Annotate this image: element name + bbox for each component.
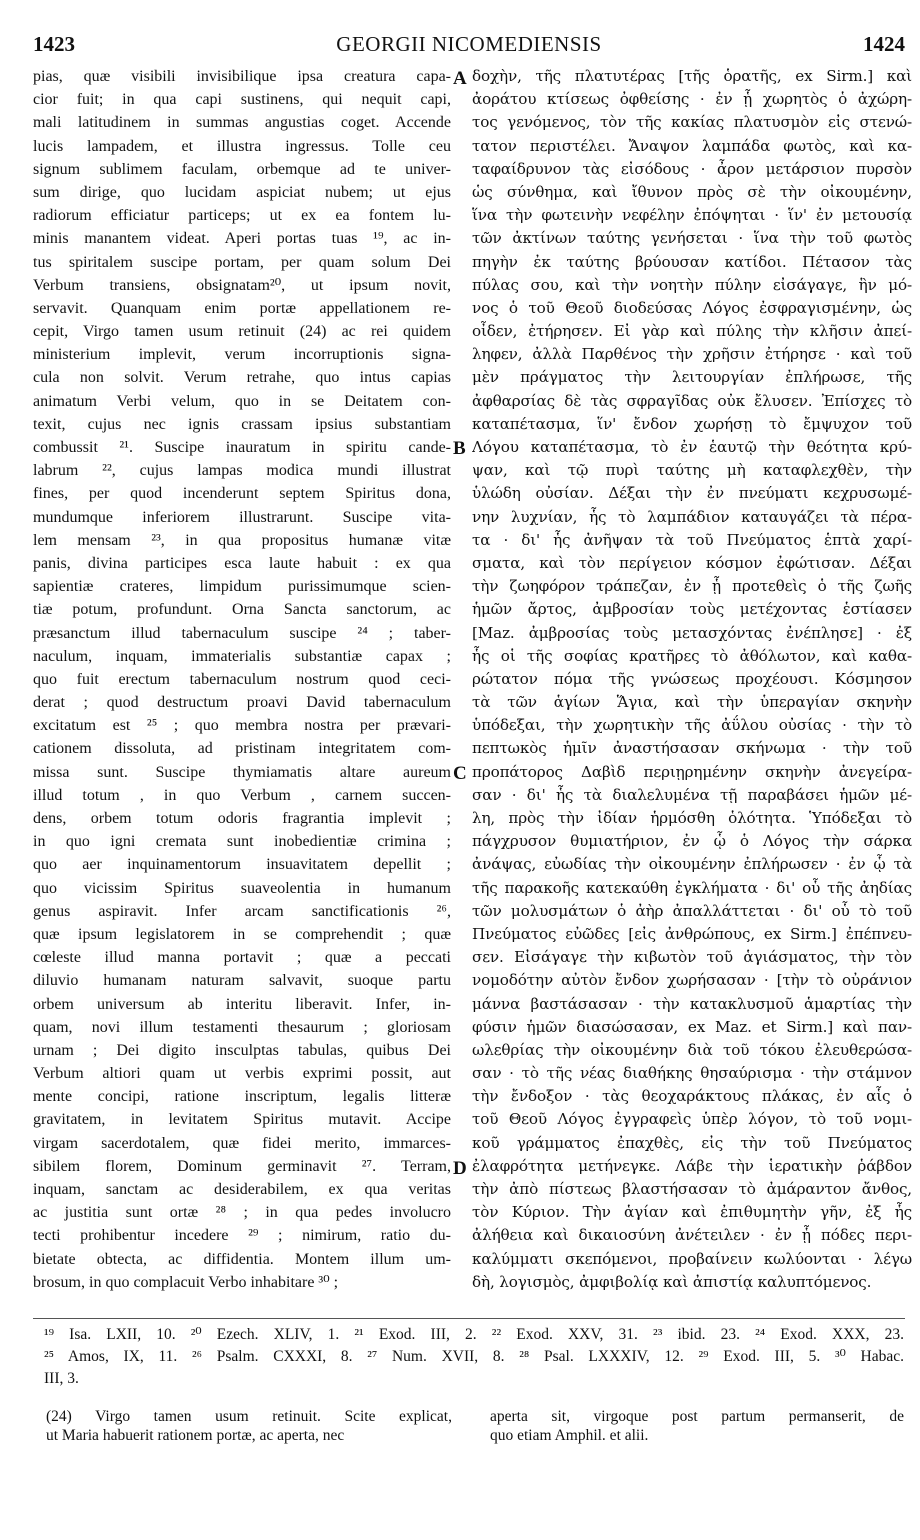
- scripture-reference-line: ²⁵ Amos, IX, 11. ²⁶ Psalm. CXXXI, 8. ²⁷ Num. XVII, 8. ²⁸ Psal. LXXXIV, 12. ²⁹ Exod. III, 5. ³⁰ Habac.: [44, 1348, 904, 1365]
- commentary-line: quo etiam Amphil. et alii.: [490, 1427, 649, 1444]
- greek-text-line: Λόγου καταπέτασμα, τὸ ἐν ἑαυτῷ τὴν θεότητα κρύ-: [472, 438, 912, 456]
- latin-text-line: fines, per quod incenderunt septem Spiritus dona,: [33, 485, 451, 503]
- commentary-line: (24) Virgo tamen usum retinuit. Scite explicat,: [46, 1408, 452, 1425]
- latin-text-line: ministerium implevit, verum incorruptionis signa-: [33, 346, 451, 364]
- greek-text-line: ρώτατον πόμα τῆς γνώσεως προχέουσι. Κόσμησον: [472, 669, 912, 688]
- section-marker-d: D: [453, 1158, 467, 1179]
- section-marker-c: C: [453, 763, 467, 784]
- latin-text-line: cula non solvit. Verum retrahe, quo intus capias: [33, 369, 451, 387]
- section-marker-b: B: [453, 438, 466, 459]
- greek-text-line: τὰ τῶν ἁγίων Ἅγια, καὶ τὴν ὑπεραγίαν σκηνὴν: [472, 693, 912, 712]
- greek-text-line: ἀνάψας, εὐωδίας τὴν οἰκουμένην ἐπλήρωσεν · ἐν ᾧ τὰ: [472, 855, 912, 874]
- greek-text-line: ἀοράτου κτίσεως ὀφθείσης · ἐν ᾗ χωρητὸς ὁ ἀχώρη-: [472, 90, 912, 109]
- greek-text-line: ἧς οἱ τῆς σοφίας κρατῆρες τὸ ἀθόλωτον, καὶ καθα-: [472, 646, 912, 665]
- latin-text-line: mali latitudinem in summas angustias coget. Accende: [33, 114, 451, 132]
- latin-text-line: panis, divina participes esca laute habuit : ex qua: [33, 554, 451, 572]
- latin-text-line: sibilem florem, Dominum germinavit ²⁷. Terram,: [33, 1157, 451, 1175]
- latin-text-line: diluvio humanam naturam salvavit, suoque partu: [33, 972, 451, 990]
- greek-text-line: ἀλήθεια καὶ δικαιοσύνη ἀνέτειλεν · ἐν ᾗ πόδες περι-: [472, 1226, 912, 1245]
- commentary-line: aperta sit, virgoque post partum permanserit, de: [490, 1408, 904, 1425]
- greek-text-line: Πνεύματος εὐῶδες [εἰς ἀνθρώπους, ex Sirm.] ἐπέπνευ-: [472, 924, 912, 943]
- latin-text-line: cepit, Virgo tamen usum retinuit (24) ac rei quidem: [33, 323, 451, 341]
- page-number-right: 1424: [863, 32, 905, 56]
- latin-text-line: quo fuit erectum tabernaculum nostrum quod ceci-: [33, 670, 451, 688]
- latin-text-line: combussit ²¹. Suscipe inauratum in spiritu cande-: [33, 439, 451, 456]
- latin-text-line: servavit. Quanquam enim portæ appellationem re-: [33, 299, 451, 317]
- latin-text-line: minis manantem videat. Aperi portas tuas ¹⁹, ac in-: [33, 230, 451, 248]
- greek-text-line: ἵνα τὴν φωτεινὴν νεφέλην ἐπόψηται · ἵν' ἐν μετουσίᾳ: [472, 206, 912, 225]
- section-marker-a: A: [453, 68, 467, 89]
- latin-text-line: virgam sacerdotalem, quæ fidei merito, immarces-: [33, 1134, 451, 1152]
- greek-text-line: προπάτορος Δαβὶδ περιῃρημένην σκηνὴν ἀνεγείρα-: [472, 762, 912, 781]
- greek-text-line: πάγχρυσον θυμιατήριον, ἐν ᾧ ὁ Λόγος τὴν σάρκα: [472, 832, 912, 851]
- latin-text-line: illud totum , in quo Verbum , carnem succen-: [33, 786, 451, 804]
- greek-text-line: ὑλώδη οὐσίαν. Δέξαι τὴν ἐν πνεύματι κεχρυσωμέ-: [472, 484, 912, 503]
- greek-text-line: δὴ, λογισμὸς, ἀμφιβολίᾳ καὶ ἀπιστίᾳ καλυπτόμενος.: [472, 1272, 872, 1291]
- latin-text-line: cationem dissoluta, ad pristinam integritatem com-: [33, 740, 451, 758]
- latin-text-line: labrum ²², cujus lampas modica mundi illustrat: [33, 462, 451, 480]
- latin-text-line: mundumque inferiorem illustrarunt. Suscipe vita-: [33, 508, 451, 526]
- greek-text-line: μὲν πράγματος τὴν λειτουργίαν ἐπλήρωσε, τῆς: [472, 368, 912, 387]
- greek-text-line: τοῦ Θεοῦ Λόγος ἐγγραφεὶς ὑπὲρ λόγον, τὸ τοῦ νομι-: [472, 1110, 912, 1129]
- latin-text-line: bietate obtecta, ac diffidentia. Montem illum um-: [33, 1250, 451, 1268]
- latin-text-line: naculum, inquam, immaterialis substantiæ capax ;: [33, 647, 451, 665]
- commentary-line: ut Maria habuerit rationem portæ, ac aperta, nec: [46, 1427, 345, 1444]
- scripture-reference-line: ¹⁹ Isa. LXII, 10. ²⁰ Ezech. XLIV, 1. ²¹ Exod. III, 2. ²² Exod. XXV, 31. ²³ ibid. 23. ²⁴ Exod. XXX, 23.: [44, 1326, 904, 1343]
- latin-text-line: derat ; quod destructum proavi David tabernaculum: [33, 694, 451, 712]
- greek-text-line: τὴν ἔνδοξον · τὰς θεοχαράκτους πλάκας, ἐν αἷς ὁ: [472, 1087, 912, 1106]
- latin-text-line: quam, novi illum testamenti thesaurum ; gloriosam: [33, 1018, 451, 1036]
- greek-text-line: πηγὴν ἐκ ταύτης βρύουσαν κατίδοι. Πέτασον τὰς: [472, 252, 912, 271]
- latin-text-line: urnam ; Dei digito insculptas tabulas, quibus Dei: [33, 1041, 451, 1059]
- greek-text-line: κοῦ γράμματος ἐπαχθὲς, εἰς τὴν τοῦ Πνεύματος: [472, 1133, 912, 1152]
- latin-text-line: animatum Verbi velum, quo in se Deitatem con-: [33, 392, 451, 410]
- latin-text-line: texit, cujus nec ignis crassam ipsius substantiam: [33, 415, 451, 433]
- greek-text-line: σαν · τὸ τῆς νέας διαθήκης θησαύρισμα · τὴν στάμνον: [472, 1064, 912, 1083]
- greek-text-line: νομοδότην αὐτὸν ἔνδον χωρήσασαν · [τὴν τὸ οὐράνιον: [472, 971, 912, 990]
- greek-text-line: μάννα βαστάσασαν · τὴν κατακλυσμοῦ ἁμαρτίας τὴν: [472, 994, 912, 1013]
- greek-text-line: σεν. Εἰσάγαγε τὴν κιβωτὸν τοῦ ἁγιάσματος, τὴν τὸν: [472, 948, 912, 967]
- greek-text-line: οἶδεν, ἐτήρησεν. Εἰ γὰρ καὶ πύλης τὴν κλῆσιν ἀπεί-: [472, 322, 912, 341]
- latin-text-line: quo vicissim Spiritus suaveolentia in humanum: [33, 879, 451, 897]
- greek-text-line: ταφαίδρυνον τὰς εἰσόδους · ἆρον μετάρσιον πυρσὸν: [472, 159, 912, 178]
- commentary-note-right: [490, 1407, 904, 1445]
- latin-text-line: signum sublimem faculam, orbemque ad te univer-: [33, 160, 451, 178]
- greek-text-line: πύλας σου, καὶ τὴν νοητὴν πύλην εἰσάγαγε, ἣν μό-: [472, 275, 912, 294]
- latin-text-line: lem mensam ²³, in qua propositus humanæ vitæ: [33, 531, 451, 549]
- latin-text-line: quo aer inquinamentorum insuavitatem depellit ;: [33, 856, 451, 874]
- greek-text-line: ὡς σύνθημα, καὶ ἴθυνον πρὸς σὲ τὴν οἰκουμένην,: [472, 182, 912, 201]
- greek-text-line: τα · δι' ἧς ἀνῆψαν τὰ τοῦ Πνεύματος ἑπτὰ χαρί-: [472, 530, 912, 549]
- greek-text-line: πεπτωκὸς ἡμῖν ἀναστήσασαν σκήνωμα · τὴν τοῦ: [472, 739, 912, 758]
- running-title: GEORGII NICOMEDIENSIS: [336, 32, 602, 56]
- latin-text-line: inquam, sanctam ac desiderabilem, ex qua veritas: [33, 1181, 451, 1198]
- greek-text-line: φύσιν ἡμῶν διασώσασαν, ex Maz. et Sirm.] καὶ παν-: [472, 1017, 912, 1036]
- latin-text-line: excitatum est ²⁵ ; quo membra nostra per prævari-: [33, 717, 451, 735]
- latin-text-line: Verbum transiens, obsignatam²⁰, ut ipsum novit,: [33, 276, 451, 294]
- scripture-reference-line: III, 3.: [44, 1370, 79, 1387]
- greek-text-line: σαν · δι' ἧς τὰ διαλελυμένα τῇ παραβάσει ἡμῶν μέ-: [472, 785, 912, 804]
- latin-text-line: Verbum altiori quam ut verbis exprimi possit, aut: [33, 1065, 451, 1083]
- greek-text-line: νην λυχνίαν, ἧς τὸ λαμπάδιον καταυγάζει τὰ πέρα-: [472, 507, 912, 526]
- latin-text-line: brosum, in quo complacuit Verbo inhabitare ³⁰ ;: [33, 1273, 339, 1291]
- latin-text-line: mente concipi, ratione inscriptum, legalis litteræ: [33, 1088, 451, 1106]
- greek-text-line: ἀφθαρσίας δὲ τὰς σφραγῖδας οὐκ ἔλυσεν. Ἐπίσχες τὸ: [472, 391, 912, 410]
- greek-text-line: καλύμματι σκεπόμενοι, προβαίνειν κωλύονται · λέγω: [472, 1249, 912, 1268]
- greek-text-line: τῶν ἀκτίνων ταύτης γενήσεται · ἵνα τὴν τοῦ φωτὸς: [472, 229, 912, 248]
- greek-text-line: [Maz. ἀμβροσίας τοὺς μετασχόντας ἐνέπλησε] · ἐξ: [472, 623, 912, 642]
- greek-text-line: τῆς παρακοῆς κατεκαύθη ἐγκλήματα · δι' οὗ τῆς ἀηδίας: [472, 878, 912, 897]
- latin-text-line: sum dirige, quo lucidam aspiciat nubem; ut ejus: [33, 183, 451, 201]
- latin-text-line: cœleste illud manna portavit ; quæ a peccati: [33, 949, 451, 967]
- greek-text-line: τῶν μολυσμάτων ὁ ἀὴρ ἀπαλλάττεται · δι' οὗ τὸ τοῦ: [472, 901, 912, 920]
- greek-text-line: ωλεθρίας τὴν οἰκουμένην διὰ τοῦ τόκου ἐλευθερώσα-: [472, 1040, 912, 1059]
- greek-text-line: τὴν ζωηφόρον τράπεζαν, ἐν ᾗ προτεθεὶς ὁ τῆς ζωῆς: [472, 577, 912, 596]
- latin-text-line: præsanctum illud tabernaculum suscipe ²⁴ ; taber-: [33, 624, 451, 642]
- greek-text-line: ψαν, καὶ τῷ πυρὶ ταύτης μὴ καταφλεχθὲν, τὴν: [472, 461, 912, 480]
- greek-text-line: τος γενόμενος, τὸν τῆς κακίας πλατυσμὸν εἰς στενώ-: [472, 113, 912, 132]
- greek-text-line: καταπέτασμα, ἵν' ἔνδον χωρήσῃ τὸ ἔμψυχον τοῦ: [472, 414, 912, 433]
- latin-text-line: ac justitia sunt ortæ ²⁸ ; in qua pedes involucro: [33, 1204, 451, 1222]
- greek-text-line: τατον περιστέλει. Ἄναψον λαμπάδα φωτὸς, καὶ κα-: [472, 136, 912, 155]
- greek-text-line: τὴν ἀπὸ πίστεως βλαστήσασαν τὸ ἀμάραντον ἄνθος,: [472, 1180, 912, 1198]
- latin-text-column: [33, 65, 451, 1294]
- latin-text-line: pias, quæ visibili invisibilique ipsa creatura capa-: [33, 68, 451, 85]
- greek-text-line: τὸν Κύριον. Τὴν ἁγίαν καὶ ἐπιθυμητὴν γῆν, ἐξ ἧς: [472, 1203, 912, 1222]
- page-number-left: 1423: [33, 32, 75, 56]
- latin-text-line: tus spiritalem suscipe portam, per quam solum Dei: [33, 253, 451, 271]
- greek-text-line: ὑπόδεξαι, τὴν χωρητικὴν τῆς ἀΰλου οὐσίας · τὴν τὸ: [472, 716, 912, 735]
- latin-text-line: tiæ potum, profundunt. Orna Sancta sanctorum, ac: [33, 601, 451, 619]
- footnote-separator: [33, 1318, 905, 1319]
- greek-text-line: δοχὴν, τῆς πλατυτέρας [τῆς ὁρατῆς, ex Sirm.] καὶ: [472, 67, 912, 85]
- greek-text-column: [472, 65, 912, 1294]
- latin-text-line: dens, orbem totum odoris fragrantia implevit ;: [33, 810, 451, 827]
- latin-text-line: in quo igni cremata sunt inobedientiæ crimina ;: [33, 833, 451, 851]
- latin-text-line: radiorum efficiatur particeps; ut ex ea fontem lu-: [33, 207, 451, 225]
- greek-text-line: ληφεν, ἀλλὰ Παρθένος τὴν χρῆσιν ἐτήρησε · καὶ τοῦ: [472, 345, 912, 364]
- latin-text-line: gravitatem, in levitatem Spiritus mutavit. Accipe: [33, 1111, 451, 1129]
- greek-text-line: νος ὁ τοῦ Θεοῦ διοδεύσας Λόγος ἐσφραγισμένην, ὡς: [472, 298, 912, 317]
- greek-text-line: σματα, καὶ τὸν περίγειον κόσμον ἐφώτισαν. Δέξαι: [472, 553, 912, 572]
- greek-text-line: λη, πρὸς τὴν ἰδίαν ἡρμόσθη ὁλότητα. Ὑπόδεξαι τὸ: [472, 809, 912, 827]
- latin-text-line: sapientiæ crateres, limpidum purissimumque scien-: [33, 578, 451, 596]
- latin-text-line: tecti prohibentur incedere ²⁹ ; nimirum, ratio du-: [33, 1227, 451, 1245]
- latin-text-line: lucis lampadem, et illustra ingressus. Tolle ceu: [33, 137, 451, 155]
- latin-text-line: genus aspiravit. Infer arcam sanctificationis ²⁶,: [33, 902, 451, 920]
- greek-text-line: ἐλαφρότητα μετήνεγκε. Λάβε τὴν ἱερατικὴν ῥάβδον: [472, 1156, 912, 1175]
- latin-text-line: quæ ipsum legislatorem in se comprehendit ; quæ: [33, 925, 451, 943]
- latin-text-line: orbem universum ab interitu liberavit. Infer, in-: [33, 995, 451, 1013]
- latin-text-line: cior fuit; in qua capi sustinens, qui nequit capi,: [33, 91, 451, 109]
- latin-text-line: missa sunt. Suscipe thymiamatis altare aureum: [33, 763, 451, 781]
- greek-text-line: ἡμῶν ἄρτος, ἀμβροσίαν τοὺς μετέχοντας ἑστίασεν: [472, 600, 912, 619]
- scripture-references: [44, 1324, 904, 1390]
- commentary-note-left: [46, 1407, 452, 1445]
- page-header: [33, 32, 905, 60]
